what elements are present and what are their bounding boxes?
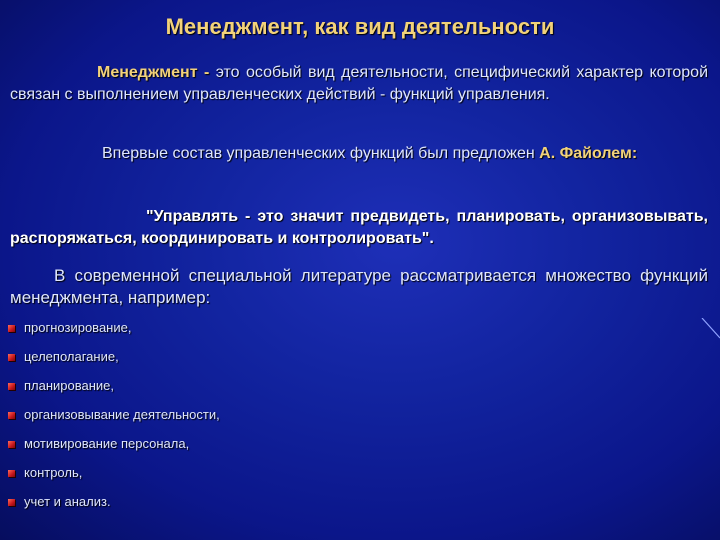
- fayol-paragraph: [10, 143, 708, 165]
- functions-list: [8, 318, 220, 521]
- list-item: учет и анализ.: [8, 492, 220, 521]
- square-bullet-icon: [8, 499, 15, 506]
- list-item: прогнозирование,: [8, 318, 220, 347]
- fayol-quote: [10, 206, 708, 250]
- square-bullet-icon: [8, 325, 15, 332]
- fayol-author: А. Файолем:: [539, 145, 638, 162]
- fayol-text: Впервые состав управленческих функций был предложен: [102, 145, 540, 162]
- square-bullet-icon: [8, 354, 15, 361]
- list-item: целеполагание,: [8, 347, 220, 376]
- definition-paragraph: [10, 62, 708, 106]
- fayol-quote-text: "Управлять - это значит предвидеть, планировать, организовывать, распоряжаться, координировать и контролировать".: [10, 208, 708, 247]
- modern-literature-text: В современной специальной литературе рассматривается множество функций менеджмента, например:: [10, 266, 708, 307]
- square-bullet-icon: [8, 470, 15, 477]
- square-bullet-icon: [8, 412, 15, 419]
- list-item: организовывание деятельности,: [8, 405, 220, 434]
- slide-title: Менеджмент, как вид деятельности: [165, 14, 555, 39]
- list-item: мотивирование персонала,: [8, 434, 220, 463]
- list-item: контроль,: [8, 463, 220, 492]
- definition-text: это особый вид деятельности, специфический характер которой связан с выполнением управленческих действий - функций управления.: [10, 64, 708, 103]
- modern-literature-paragraph: [10, 265, 708, 309]
- square-bullet-icon: [8, 383, 15, 390]
- list-item: планирование,: [8, 376, 220, 405]
- decorative-line: [700, 318, 720, 344]
- definition-term: Менеджмент -: [97, 64, 210, 81]
- square-bullet-icon: [8, 441, 15, 448]
